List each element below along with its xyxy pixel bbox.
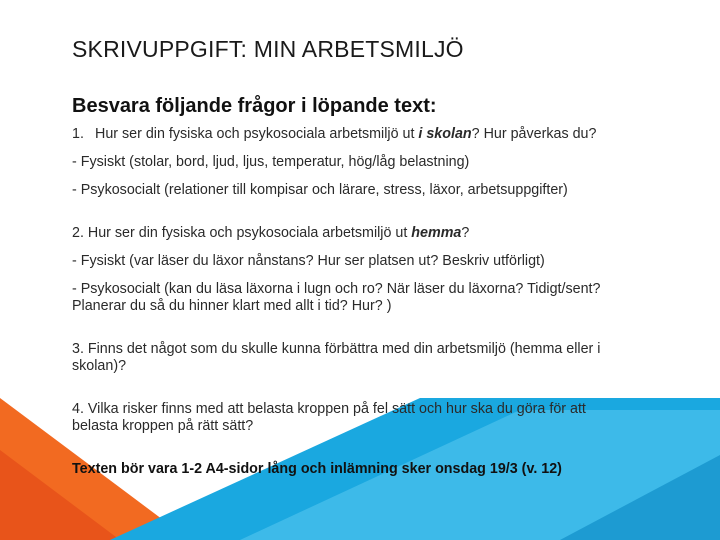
question-2 <box>72 225 672 242</box>
question-2-text-start: 2. Hur ser din fysiska och psykosociala arbetsmiljö ut <box>72 225 412 241</box>
question-1-text-end: ? Hur påverkas du? <box>471 126 597 142</box>
question-3-line2: skolan)? <box>72 358 127 374</box>
question-1-psychosocial: - Psykosocialt (relationer till kompisar och lärare, stress, läxor, arbetsuppgifter) <box>72 182 568 198</box>
slide-title: SKRIVUPPGIFT: MIN ARBETSMILJÖ <box>72 36 464 62</box>
submission-note: Texten bör vara 1-2 A4-sidor lång och inlämning sker onsdag 19/3 (v. 12) <box>72 461 562 477</box>
instructions-heading: Besvara följande frågor i löpande text: <box>72 95 437 117</box>
question-2-physical: - Fysiskt (var läser du läxor nånstans? Hur ser platsen ut? Beskriv utförligt) <box>72 253 545 269</box>
question-2-psychosocial-line1: - Psykosocialt (kan du läsa läxorna i lugn och ro? När läser du läxorna? Tidigt/sent? <box>72 281 601 297</box>
question-1-physical: - Fysiskt (stolar, bord, ljud, ljus, temperatur, hög/låg belastning) <box>72 154 470 170</box>
question-1-emphasis: i skolan <box>418 126 472 142</box>
question-4-line1: 4. Vilka risker finns med att belasta kroppen på fel sätt och hur ska du göra för att <box>72 401 586 417</box>
question-3-line1: 3. Finns det något som du skulle kunna förbättra med din arbetsmiljö (hemma eller i <box>72 341 601 357</box>
question-list <box>72 126 672 478</box>
question-1-number: 1. <box>72 126 84 142</box>
question-2-emphasis: hemma <box>411 225 462 241</box>
question-1-text-start: Hur ser din fysiska och psykosociala arbetsmiljö ut <box>95 126 419 142</box>
question-2-psychosocial-line2: Planerar du så du hinner klart med allt i tid? Hur? ) <box>72 298 392 314</box>
question-1 <box>72 126 672 143</box>
question-4-line2: belasta kroppen på rätt sätt? <box>72 418 254 434</box>
question-2-text-end: ? <box>461 225 470 241</box>
